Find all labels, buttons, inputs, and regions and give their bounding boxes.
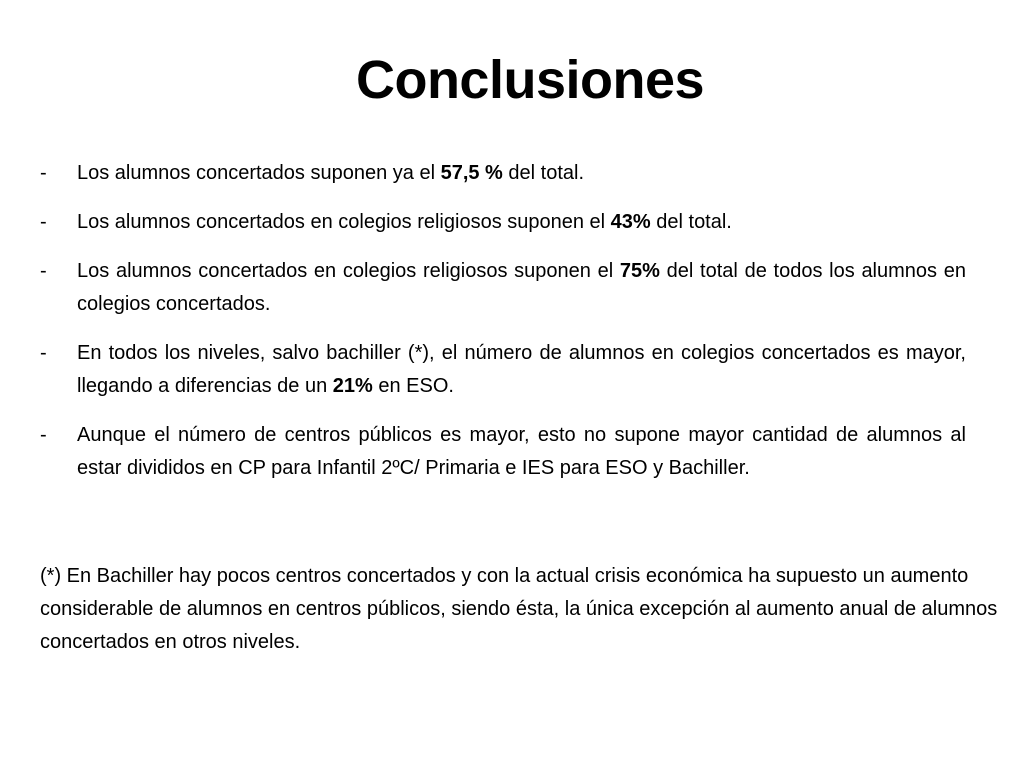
bullet-highlight: 75% (619, 260, 660, 282)
bullet-text: En todos los niveles, salvo bachiller (*), el número de alumnos en colegios concertados es mayor, llegando a diferencias de un (77, 342, 966, 397)
bullet-marker: - (40, 260, 47, 282)
bullet-highlight: 43% (610, 211, 651, 233)
slide-title: Conclusiones (355, 50, 705, 110)
bullet-marker: - (40, 162, 47, 184)
bullet-text: Los alumnos concertados en colegios religiosos suponen el (77, 260, 620, 282)
bullet-text: Los alumnos concertados en colegios religiosos suponen el (77, 211, 611, 233)
bullet-text-end: del total. (502, 162, 585, 184)
bullet-item (40, 337, 966, 403)
bullet-text-end: del total de todos los alumnos en colegios concertados. (77, 260, 966, 315)
bullet-marker: - (40, 211, 47, 233)
bullet-text: Los alumnos concertados suponen ya el (77, 162, 441, 184)
bullet-highlight: 57,5 % (440, 162, 503, 184)
bullet-item (40, 157, 966, 190)
footnote: (*) En Bachiller hay pocos centros concertados y con la actual crisis económica ha supuesto un aumento considerable de alumnos en centros públicos, siendo ésta, la única excepción al aumento anual de alumnos concertados en otros niveles. (40, 565, 998, 653)
bullet-marker: - (40, 424, 47, 446)
bullet-text-end: del total. (650, 211, 732, 233)
bullet-item (40, 206, 966, 239)
bullet-marker: - (40, 342, 47, 364)
bullet-text: Aunque el número de centros públicos es mayor, esto no supone mayor cantidad de alumnos al estar divididos en CP para Infantil 2ºC/ Primaria e IES para ESO y Bachiller. (77, 424, 966, 479)
bullet-item (40, 255, 966, 321)
conclusions-list (40, 157, 966, 501)
bullet-text-end: en ESO. (372, 375, 454, 397)
bullet-highlight: 21% (332, 375, 373, 397)
bullet-item (40, 419, 966, 485)
